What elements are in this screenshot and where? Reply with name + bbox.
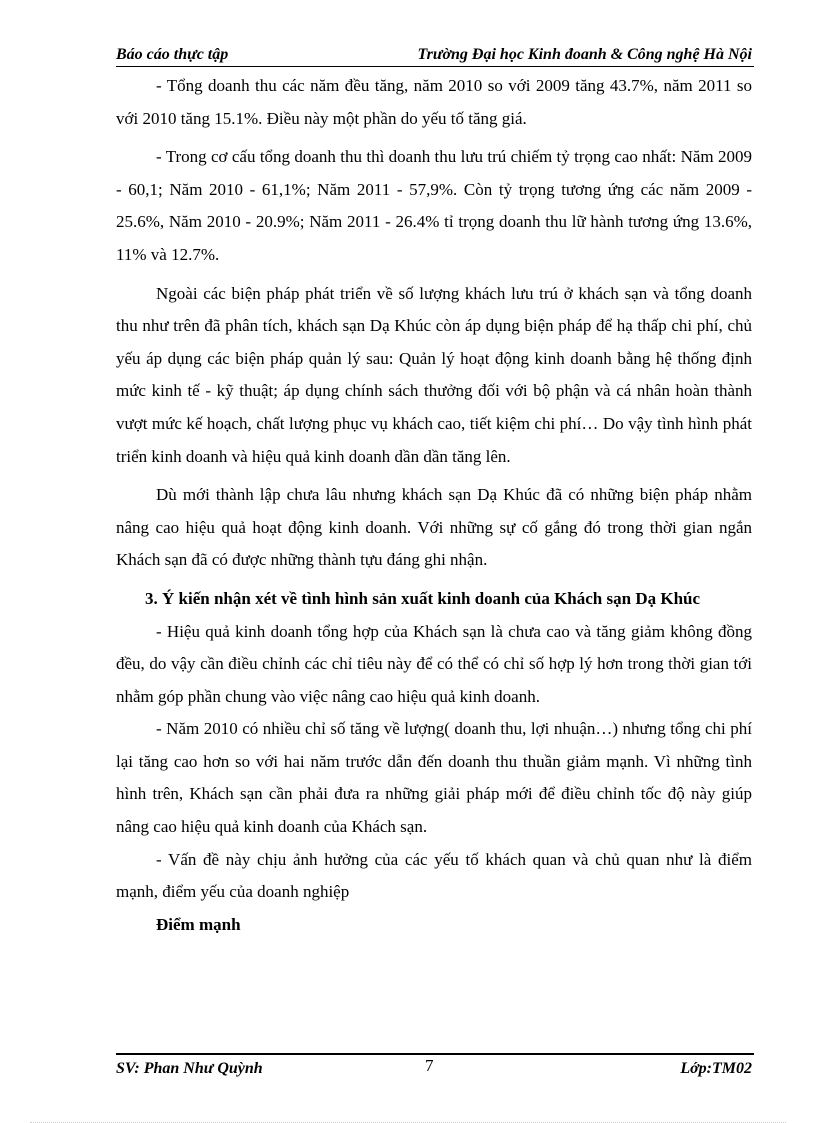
- paragraph-revenue-growth: - Tổng doanh thu các năm đều tăng, năm 2010 so với 2009 tăng 43.7%, năm 2011 so với 2010 tăng 15.1%. Điều này một phần do yếu tố tăng giá.: [116, 76, 752, 128]
- section-heading: 3. Ý kiến nhận xét về tình hình sản xuất kinh doanh của Khách sạn Dạ Khúc: [145, 588, 701, 608]
- header-university-name: Trường Đại học Kinh đoanh & Công nghệ Hà Nội: [417, 46, 752, 63]
- footer-rule: [116, 1053, 754, 1055]
- paragraph-factors: - Vấn đề này chịu ảnh hưởng của các yếu tố khách quan và chủ quan như là điểm mạnh, điểm yếu của doanh nghiệp: [116, 849, 752, 902]
- subheading-strengths: Điểm mạnh: [156, 914, 241, 934]
- page-footer: [116, 1056, 752, 1080]
- footer-student-name: SV: Phan Như Quỳnh: [116, 1060, 263, 1077]
- footer-class: Lớp:TM02: [680, 1060, 752, 1077]
- page-number: 7: [425, 1056, 434, 1075]
- paragraph-achievements: Dù mới thành lập chưa lâu nhưng khách sạn Dạ Khúc đã có những biện pháp nhằm nâng cao hiệu quả hoạt động kinh doanh. Với những sự cố gắng đó trong thời gian ngắn Khách sạn đã có được những thành tựu đáng ghi nhận.: [116, 485, 752, 570]
- paragraph-2010-costs: - Năm 2010 có nhiều chỉ số tăng về lượng( doanh thu, lợi nhuận…) nhưng tổng chi phí lại tăng cao hơn so với hai năm trước dẫn đến doanh thu thuần giảm mạnh. Vì những tình hình trên, Khách sạn cần phải đưa ra những giải pháp mới để điều chỉnh tốc độ này giúp nâng cao hiệu quả kinh doanh của Khách sạn.: [116, 719, 752, 837]
- header-report-title: Báo cáo thực tập: [116, 46, 229, 63]
- header-rule: [116, 66, 754, 67]
- page-header: [116, 42, 752, 66]
- paragraph-cost-measures: Ngoài các biện pháp phát triển về số lượng khách lưu trú ở khách sạn và tổng doanh thu như trên đã phân tích, khách sạn Dạ Khúc còn áp dụng biện pháp để hạ thấp chi phí, chủ yếu áp dụng các biện pháp quản lý sau: Quản lý hoạt động kinh doanh bằng hệ thống định mức kinh tế - kỹ thuật; áp dụng chính sách thưởng đối với bộ phận và cá nhân hoàn thành vượt mức kế hoạch, chất lượng phục vụ khách cao, tiết kiệm chi phí… Do vậy tình hình phát triển kinh doanh và hiệu quả kinh doanh dần dần tăng lên.: [116, 283, 752, 466]
- document-body: [116, 70, 752, 941]
- paragraph-efficiency: - Hiệu quả kinh doanh tổng hợp của Khách sạn là chưa cao và tăng giảm không đồng đều, do vậy cần điều chỉnh các chỉ tiêu này để có thể có chỉ số hợp lý hơn trong thời gian tới nhằm góp phần chung vào việc nâng cao hiệu quả kinh doanh.: [116, 621, 752, 706]
- paragraph-revenue-structure: - Trong cơ cấu tổng doanh thu thì doanh thu lưu trú chiếm tỷ trọng cao nhất: Năm 2009 - 60,1; Năm 2010 - 61,1%; Năm 2011 - 57,9%. Còn tỷ trọng tương ứng các năm 2009 - 25.6%, Năm 2010 - 20.9%; Năm 2011 - 26.4% tỉ trọng doanh thu lữ hành tương ứng 13.6%, 11% và 12.7%.: [116, 147, 752, 264]
